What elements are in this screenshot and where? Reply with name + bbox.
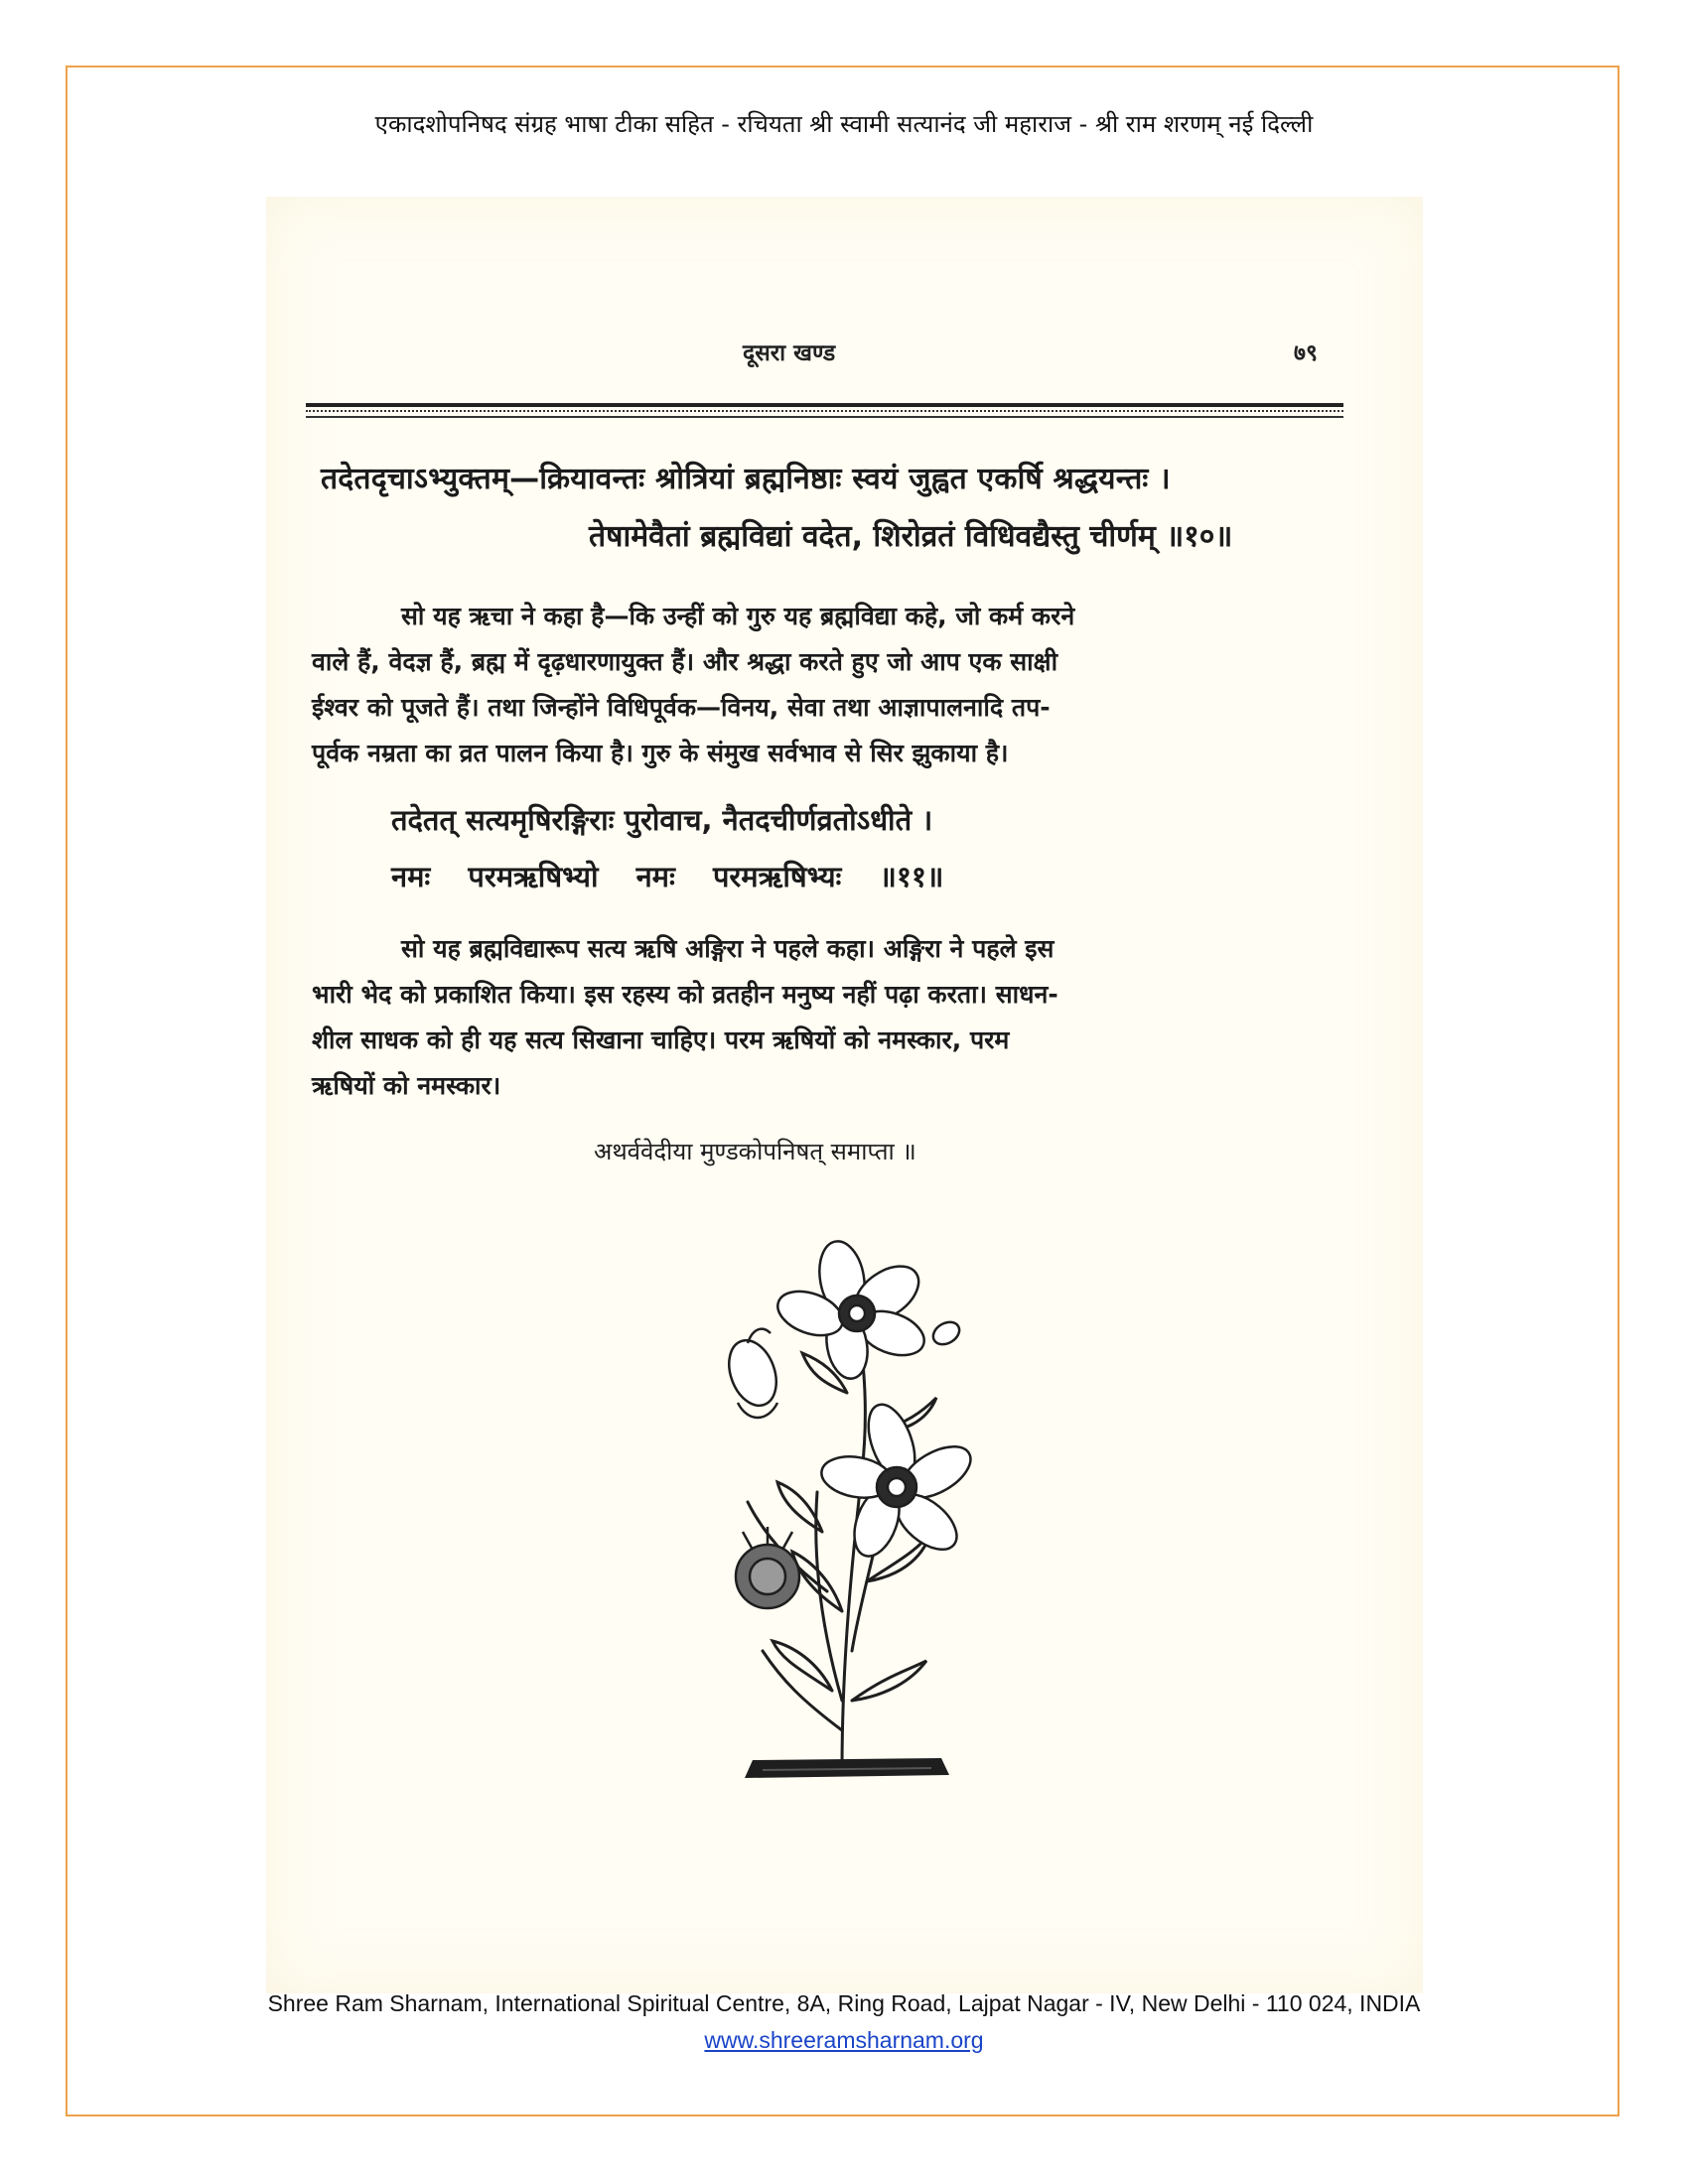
verse-11-line-1: तदेतत् सत्यमृषिरङ्गिराः पुरोवाच, नैतदचीर्णव्रतोऽधीते । <box>391 803 933 837</box>
footer-website <box>0 2027 1688 2054</box>
website-link[interactable]: www.shreeramsharnam.org <box>704 2027 984 2053</box>
flower-illustration-icon <box>693 1234 991 1790</box>
header-rule-dotted <box>306 410 1343 412</box>
section-title: दूसरा खण्ड <box>743 341 836 366</box>
commentary-11 <box>312 926 1335 1109</box>
page-number: ७९ <box>1294 341 1318 366</box>
commentary-line: सो यह ऋचा ने कहा है—कि उन्हीं को गुरु यह ब्रह्मविद्या कहे, जो कर्म करने <box>401 602 1075 630</box>
commentary-line: वाले हैं, वेदज्ञ हैं, ब्रह्म में दृढ़धारणायुक्त हैं। और श्रद्धा करते हुए जो आप एक साक्षी <box>312 647 1058 676</box>
commentary-line: ईश्वर को पूजते हैं। तथा जिन्होंने विधिपूर्वक—विनय, सेवा तथा आज्ञापालनादि तप- <box>312 693 1051 722</box>
commentary-line: सो यह ब्रह्मविद्यारूप सत्य ऋषि अङ्गिरा ने पहले कहा। अङ्गिरा ने पहले इस <box>401 934 1055 963</box>
commentary-line: शील साधक को ही यह सत्य सिखाना चाहिए। परम ऋषियों को नमस्कार, परम <box>312 1025 1010 1054</box>
header-rule-thin <box>306 416 1343 418</box>
header-rule <box>306 403 1343 407</box>
verse-10-line-1: तदेतदृचाऽभ्युक्तम्—क्रियावन्तः श्रोत्रियां ब्रह्मनिष्ठाः स्वयं जुह्वत एकर्षि श्रद्धयन्तः । <box>321 462 1171 496</box>
verse-10-line-2: तेषामेवैतां ब्रह्मविद्यां वदेत, शिरोव्रतं विधिवद्यैस्तु चीर्णम् ॥१०॥ <box>589 519 1233 554</box>
footer-address: Shree Ram Sharnam, International Spiritual Centre, 8A, Ring Road, Lajpat Nagar - IV, New Delhi - 110 024, INDIA <box>267 1990 1421 2016</box>
colophon: अथर्ववेदीया मुण्डकोपनिषत् समाप्ता ॥ <box>594 1138 916 1165</box>
scanned-page <box>266 197 1423 1993</box>
commentary-line: भारी भेद को प्रकाशित किया। इस रहस्य को व्रतहीन मनुष्य नहीं पढ़ा करता। साधन- <box>312 980 1058 1009</box>
commentary-line: पूर्वक नम्रता का व्रत पालन किया है। गुरु के संमुख सर्वभाव से सिर झुकाया है। <box>312 739 1009 767</box>
commentary-10 <box>312 594 1335 776</box>
running-head <box>266 336 1423 375</box>
verse-11-line-2: नमः परमऋषिभ्यो नमः परमऋषिभ्यः ॥११॥ <box>391 860 944 893</box>
commentary-line: ऋषियों को नमस्कार। <box>312 1071 501 1100</box>
document-header: एकादशोपनिषद संग्रह भाषा टीका सहित - रचियता श्री स्वामी सत्यानंद जी महाराज - श्री राम शरणम् नई दिल्ली <box>374 110 1314 138</box>
